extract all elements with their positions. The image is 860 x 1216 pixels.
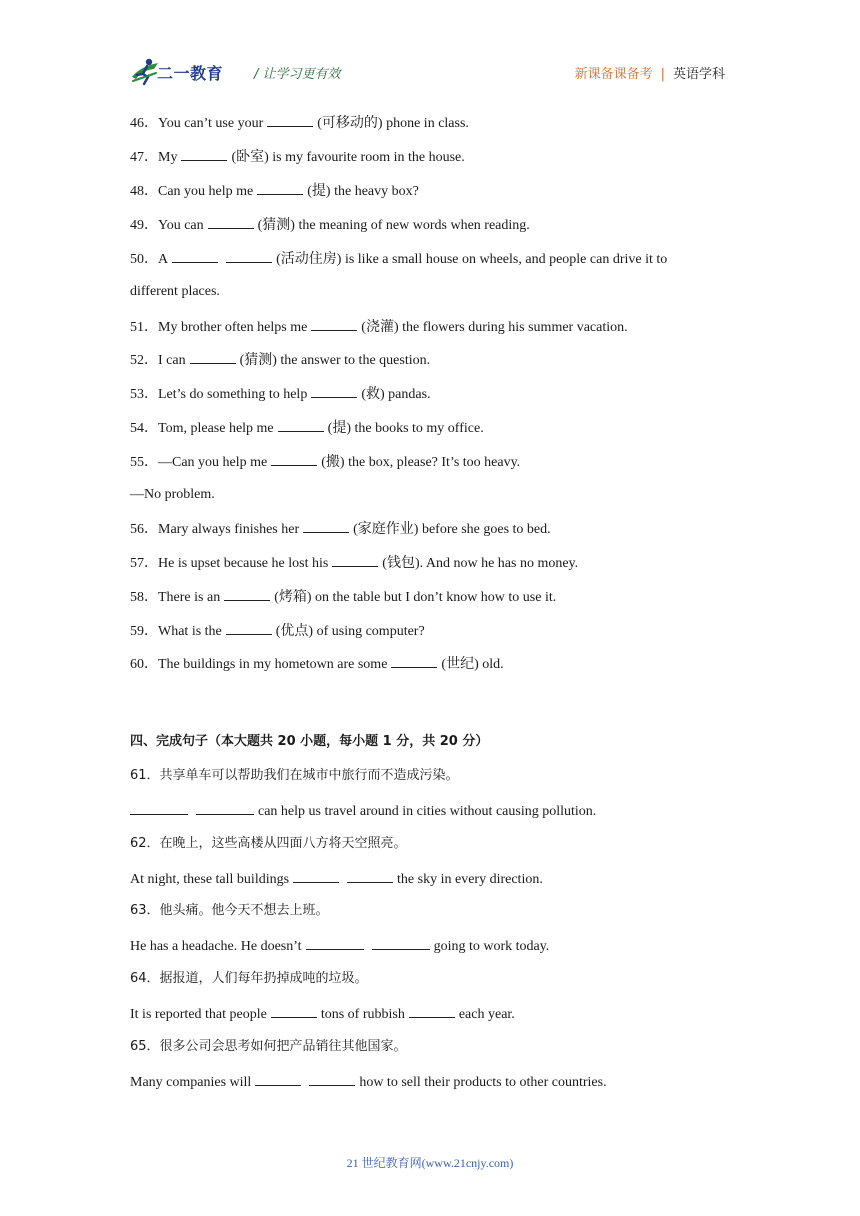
answer-blank[interactable]	[293, 868, 339, 883]
sentence-64-english: It is reported that people tons of rubbish each year.	[130, 1003, 515, 1025]
question-55-reply: —No problem.	[130, 487, 215, 502]
answer-blank[interactable]	[271, 451, 317, 466]
question-50-continued: different places.	[130, 284, 220, 299]
question-58: 58．There is an (烤箱) on the table but I don’t know how to use it.	[130, 586, 556, 608]
answer-blank[interactable]	[372, 935, 430, 950]
logo	[130, 55, 246, 89]
runner-logo-icon	[130, 55, 160, 89]
page-footer: 21 世纪教育网(www.21cnjy.com)	[346, 1156, 514, 1170]
sentence-61-chinese: 61．共享单车可以帮助我们在城市中旅行而不造成污染。	[130, 768, 459, 783]
question-50: 50．A (活动住房) is like a small house on wheels, and people can drive it to	[130, 248, 667, 270]
answer-blank[interactable]	[306, 935, 364, 950]
page-header	[130, 55, 725, 89]
question-60: 60．The buildings in my hometown are some (世纪) old.	[130, 653, 504, 675]
question-55: 55．—Can you help me (搬) the box, please? It’s too heavy.	[130, 451, 520, 473]
answer-blank[interactable]	[391, 653, 437, 668]
sentence-61-english: can help us travel around in cities without causing pollution.	[130, 800, 596, 822]
answer-blank[interactable]	[130, 800, 188, 815]
answer-blank[interactable]	[311, 383, 357, 398]
answer-blank[interactable]	[257, 180, 303, 195]
answer-blank[interactable]	[196, 800, 254, 815]
question-47: 47．My (卧室) is my favourite room in the house.	[130, 146, 465, 168]
question-53: 53．Let’s do something to help (救) pandas.	[130, 383, 431, 405]
answer-blank[interactable]	[172, 248, 218, 263]
header-separator: |	[660, 67, 665, 82]
answer-blank[interactable]	[311, 316, 357, 331]
question-59: 59．What is the (优点) of using computer?	[130, 620, 425, 642]
header-tagline: 新课备课备考	[574, 67, 653, 82]
sentence-62-english: At night, these tall buildings the sky in every direction.	[130, 868, 543, 890]
question-46: 46．You can’t use your (可移动的) phone in class.	[130, 112, 469, 134]
logo-text: 二一教育	[157, 64, 224, 83]
answer-blank[interactable]	[208, 214, 254, 229]
sentence-65-chinese: 65．很多公司会思考如何把产品销往其他国家。	[130, 1039, 407, 1054]
answer-blank[interactable]	[224, 586, 270, 601]
question-56: 56．Mary always finishes her (家庭作业) before she goes to bed.	[130, 518, 551, 540]
answer-blank[interactable]	[332, 552, 378, 567]
header-slogan: / 让学习更有效	[254, 67, 341, 82]
header-subject-label: 英语学科	[672, 67, 725, 82]
answer-blank[interactable]	[309, 1071, 355, 1086]
answer-blank[interactable]	[278, 417, 324, 432]
sentence-63-english: He has a headache. He doesn’t going to work today.	[130, 935, 549, 957]
sentence-64-chinese: 64．据报道，人们每年扔掉成吨的垃圾。	[130, 971, 368, 986]
answer-blank[interactable]	[271, 1003, 317, 1018]
answer-blank[interactable]	[190, 349, 236, 364]
section-title: 四、完成句子（本大题共 20 小题，每小题 1 分，共 20 分）	[130, 734, 489, 749]
question-49: 49．You can (猜测) the meaning of new words when reading.	[130, 214, 530, 236]
question-48: 48．Can you help me (提) the heavy box?	[130, 180, 419, 202]
sentence-62-chinese: 62．在晚上，这些高楼从四面八方将天空照亮。	[130, 836, 407, 851]
header-subject	[575, 63, 725, 82]
answer-blank[interactable]	[303, 518, 349, 533]
answer-blank[interactable]	[409, 1003, 455, 1018]
answer-blank[interactable]	[255, 1071, 301, 1086]
question-54: 54．Tom, please help me (提) the books to my office.	[130, 417, 484, 439]
question-57: 57．He is upset because he lost his (钱包). And now he has no money.	[130, 552, 578, 574]
sentence-65-english: Many companies will how to sell their products to other countries.	[130, 1071, 607, 1093]
answer-blank[interactable]	[226, 620, 272, 635]
question-51: 51．My brother often helps me (浇灌) the flowers during his summer vacation.	[130, 316, 628, 338]
answer-blank[interactable]	[267, 112, 313, 127]
answer-blank[interactable]	[226, 248, 272, 263]
answer-blank[interactable]	[181, 146, 227, 161]
sentence-63-chinese: 63．他头痛。他今天不想去上班。	[130, 903, 329, 918]
answer-blank[interactable]	[347, 868, 393, 883]
question-52: 52．I can (猜测) the answer to the question.	[130, 349, 430, 371]
